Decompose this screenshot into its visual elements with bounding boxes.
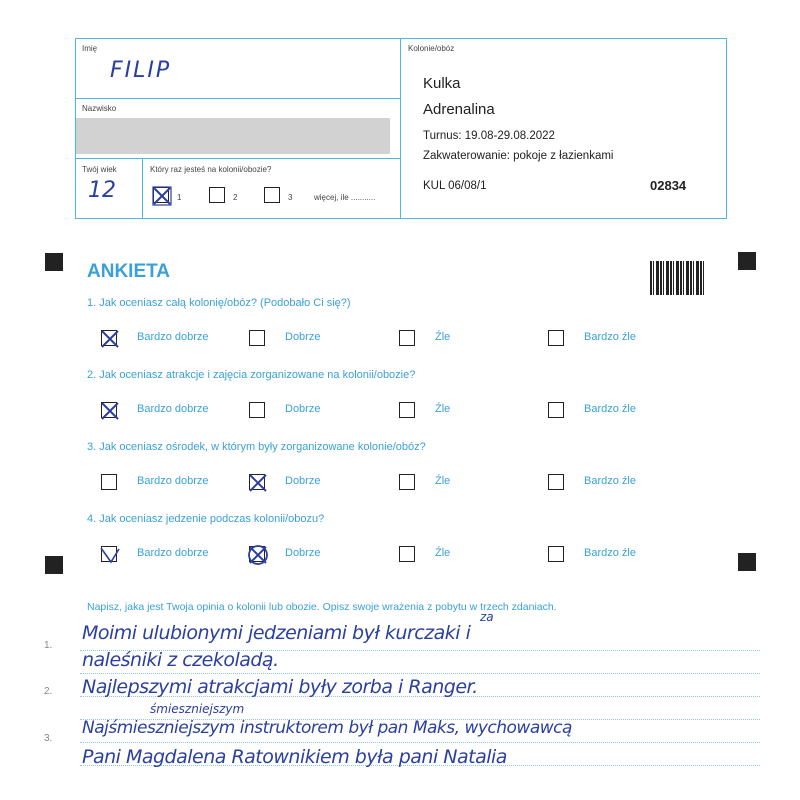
accommodation: Zakwaterowanie: pokoje z łazienkami (423, 150, 614, 162)
handwriting-line-4[interactable]: Najśmieszniejszym instruktorem był pan Maks, wychowawcą (82, 718, 572, 738)
q3-checkbox-3[interactable] (399, 474, 415, 490)
question-3: 3. Jak oceniasz ośrodek, w którym były zorganizowane kolonie/obóz? (87, 441, 426, 453)
q2-checkbox-4[interactable] (548, 402, 564, 418)
name-label: Imię (82, 44, 98, 53)
handwriting-line-5[interactable]: Pani Magdalena Ratownikiem była pani Natalia (82, 746, 507, 768)
q2-option-label-4: Bardzo źle (584, 403, 636, 415)
q4-checkbox-4[interactable] (548, 546, 564, 562)
question-4: 4. Jak oceniasz jedzenie podczas kolonii/obozu? (87, 513, 325, 525)
q4-option-label-2: Dobrze (285, 547, 321, 559)
check-mark-icon (100, 545, 120, 565)
times-option-2: 2 (233, 193, 238, 202)
q4-option-label-3: Źle (435, 547, 451, 559)
surname-redaction (76, 118, 390, 154)
handwriting-line-2[interactable]: naleśniki z czekoladą. (82, 649, 279, 671)
q3-checkbox-1[interactable] (101, 474, 117, 490)
name-value[interactable]: FILIP (110, 58, 172, 83)
camp-label: Kolonie/obóz (408, 44, 455, 53)
times-checkbox-3[interactable] (264, 187, 280, 203)
line-number-3: 3. (44, 733, 53, 744)
q3-option-label-1: Bardzo dobrze (137, 475, 209, 487)
times-option-3: 3 (288, 193, 293, 202)
handwriting-line-3[interactable]: Najlepszymi atrakcjami były zorba i Ranger. (82, 676, 478, 698)
q1-checkbox-1[interactable] (101, 330, 117, 346)
times-more-label: więcej, ile ........... (314, 193, 376, 202)
q4-option-label-4: Bardzo źle (584, 547, 636, 559)
survey-title: ANKIETA (87, 261, 171, 282)
q4-checkbox-3[interactable] (399, 546, 415, 562)
q3-checkbox-4[interactable] (548, 474, 564, 490)
handwriting-line-1[interactable]: Moimi ulubionymi jedzeniami był kurczaki i (82, 622, 471, 644)
times-option-1: 1 (177, 193, 182, 202)
q1-option-label-4: Bardzo źle (584, 331, 636, 343)
q2-checkbox-3[interactable] (399, 402, 415, 418)
q3-option-label-4: Bardzo źle (584, 475, 636, 487)
camp-code: KUL 06/08/1 (423, 180, 487, 192)
q3-checkbox-2[interactable] (249, 474, 265, 490)
q1-option-label-1: Bardzo dobrze (137, 331, 209, 343)
question-1: 1. Jak oceniasz całą kolonię/obóz? (Podobało Ci się?) (87, 297, 351, 309)
q4-checkbox-2[interactable] (249, 546, 265, 562)
age-value[interactable]: 12 (88, 178, 116, 203)
q1-checkbox-4[interactable] (548, 330, 564, 346)
q2-checkbox-1[interactable] (101, 402, 117, 418)
line-number-2: 2. (44, 686, 53, 697)
barcode-icon (650, 261, 706, 295)
q1-checkbox-3[interactable] (399, 330, 415, 346)
registration-mark-bottom-right (738, 553, 756, 571)
cross-mark-icon (152, 186, 172, 206)
q3-option-label-2: Dobrze (285, 475, 321, 487)
age-label: Twój wiek (82, 165, 117, 174)
handwriting-insertion-2: śmieszniejszym (150, 702, 245, 716)
registration-mark-top-left (45, 253, 63, 271)
q2-option-label-1: Bardzo dobrze (137, 403, 209, 415)
q3-option-label-3: Źle (435, 475, 451, 487)
q2-checkbox-2[interactable] (249, 402, 265, 418)
q2-option-label-3: Źle (435, 403, 451, 415)
cross-mark-icon (100, 329, 120, 349)
question-2: 2. Jak oceniasz atrakcje i zajęcia zorganizowane na kolonii/obozie? (87, 369, 416, 381)
cross-mark-icon (248, 545, 268, 565)
turnus: Turnus: 19.08-29.08.2022 (423, 130, 555, 142)
times-label: Który raz jesteś na kolonii/obozie? (150, 165, 272, 174)
registration-mark-top-right (738, 252, 756, 270)
times-checkbox-2[interactable] (209, 187, 225, 203)
surname-label: Nazwisko (82, 104, 117, 113)
form-number: 02834 (650, 178, 687, 193)
q1-option-label-2: Dobrze (285, 331, 321, 343)
q2-option-label-2: Dobrze (285, 403, 321, 415)
q4-checkbox-1[interactable] (101, 546, 117, 562)
cross-mark-icon (100, 401, 120, 421)
camp-program: Adrenalina (423, 101, 495, 118)
writing-line-5 (80, 742, 760, 743)
registration-mark-bottom-left (45, 556, 63, 574)
line-number-1: 1. (44, 640, 53, 651)
cross-mark-icon (248, 473, 268, 493)
q1-option-label-3: Źle (435, 331, 451, 343)
q1-checkbox-2[interactable] (249, 330, 265, 346)
opinion-prompt: Napisz, jaka jest Twoja opinia o kolonii lub obozie. Opisz swoje wrażenia z pobytu w trzech zdaniach. (87, 601, 557, 613)
camp-name: Kulka (423, 75, 461, 92)
q4-option-label-1: Bardzo dobrze (137, 547, 209, 559)
writing-line-2 (80, 673, 760, 674)
times-checkbox-1[interactable] (153, 187, 169, 203)
handwriting-insertion-1: za (480, 610, 494, 624)
